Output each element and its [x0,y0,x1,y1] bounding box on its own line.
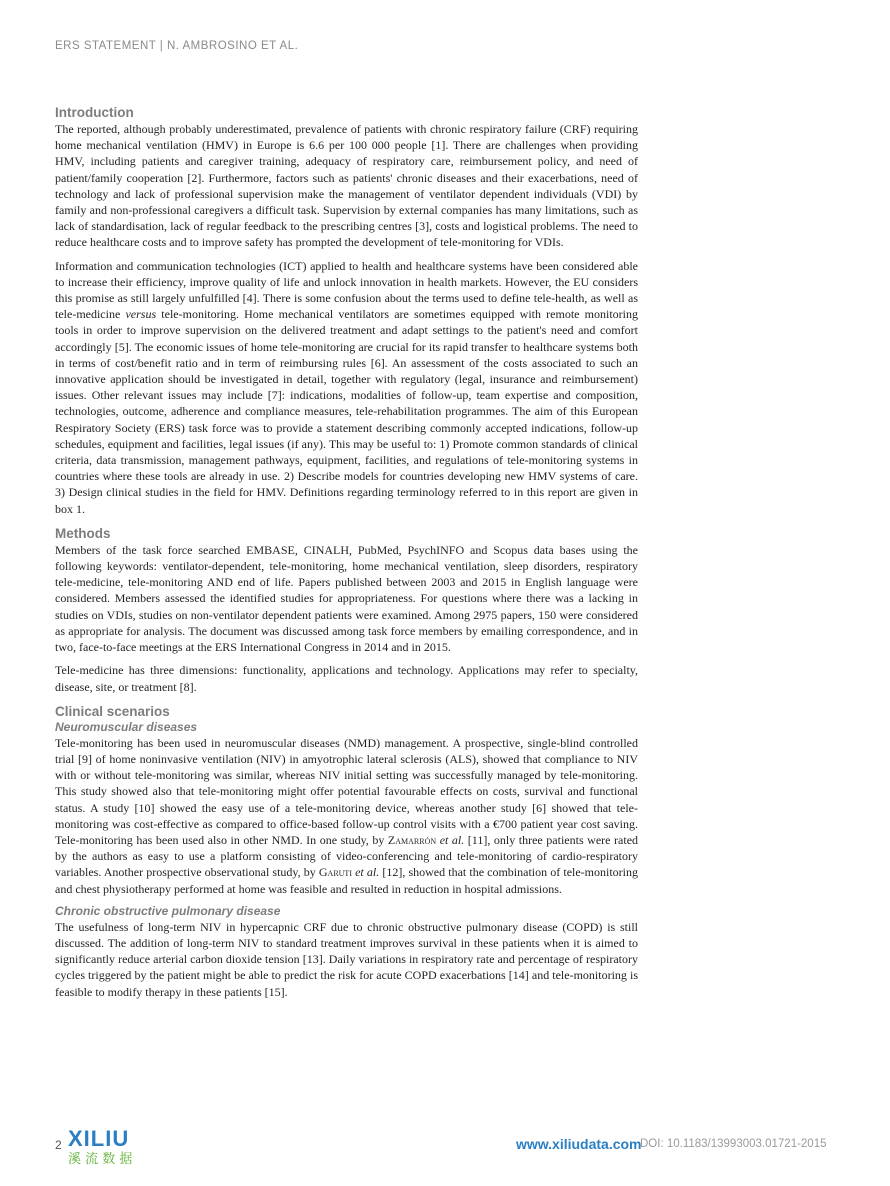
author-name: Zamarrón [387,832,437,847]
introduction-paragraph-2 [55,258,638,517]
methods-paragraph-2: Tele-medicine has three dimensions: functionality, applications and technology. Applications may refer to specialty, disease, site, or treatment [8]. [55,663,638,694]
page-number: 2 [55,1138,62,1152]
text-run: [12], showed that the combination of tele-monitoring and chest physiotherapy performed at home was feasible and resulted in reduction in hospital admissions. [55,865,639,896]
emphasis-versus: versus [125,307,157,322]
subsection-heading-neuromuscular: Neuromuscular diseases [55,719,198,734]
author-name: Garuti [318,865,352,880]
section-heading-methods: Methods [55,525,111,541]
et-al: et al. [355,865,380,880]
logo-chinese-text: 溪 流 数 据 [68,1152,133,1166]
article-body [55,104,638,1000]
running-head: ERS STATEMENT | N. AMBROSINO ET AL. [55,40,299,52]
text-run: tele-monitoring. Home mechanical ventilators are sometimes equipped with remote monitoring tools in order to improve supervision on the delivered treatment and adapt settings to the patient's need and comfort accordingly [5]. The economic issues of home tele-monitoring are crucial for its rapid transfer to healthcare systems both in terms of cost/benefit ratio and in term of reimbursing rules [6]. An assessment of the costs associated to such an innovative application should be investigated in detail, together with regulatory (legal, insurance and reimbursement) issues. Other relevant issues may include [7]: indications, modalities of follow-up, team expertise and composition, technologies, outcome, adherence and compliance measures, tele-rehabilitation programmes. The aim of this European Respiratory Society (ERS) task force was to provide a statement describing commonly accepted indications, follow-up schedules, equipment and facilities, legal issues (if any). This may be useful to: 1) Promote common standards of clinical criteria, data transmission, management pathways, equipment, facilities, and regulations of tele-monitoring systems in countries where these tools are already in use. 2) Describe models for countries developing new HMV systems of care. 3) Design clinical studies in the field for HMV. Definitions regarding terminology referred to in this report are given in box 1. [55,307,638,516]
introduction-paragraph-1: The reported, although probably underestimated, prevalence of patients with chronic respiratory failure (CRF) requiring home mechanical ventilation (HMV) in Europe is 6.6 per 100 000 people [1]. There are challenges when providing HMV, including patients and caregiver training, adequacy of respiratory care, reimbursement policy, and need of patient/family cooperation [2]. Furthermore, factors such as patients' chronic diseases and their exacerbations, need of technology and lack of professional supervision make the management of ventilator dependent individuals (VDI) by family and non-professional caregivers a difficult task. Supervision by external companies has many limitations, such as lack of standardisation, lack of regular feedback to the prescribing centres [3], costs and logistical problems. The need to reduce healthcare costs and to improve safety has prompted the development of tele-monitoring for VDIs. [55,122,638,250]
section-heading-clinical-scenarios: Clinical scenarios [55,703,170,719]
neuromuscular-paragraph [55,735,638,897]
footer-url-link[interactable]: www.xiliudata.com [516,1136,642,1152]
copd-paragraph: The usefulness of long-term NIV in hypercapnic CRF due to chronic obstructive pulmonary disease (COPD) is still discussed. The addition of long-term NIV to standard treatment improves survival in these patients when it is aimed to significantly reduce arterial carbon dioxide tension [13]. Daily variations in respiratory rate and percentage of respiratory cycles triggered by the patient might be able to predict the risk for acute COPD exacerbations [14] and tele-monitoring is feasible to modify therapy in these patients [15]. [55,919,638,999]
footer-doi: DOI: 10.1183/13993003.01721-2015 [640,1138,827,1150]
text-run: Tele-monitoring has been used in neuromuscular diseases (NMD) management. A prospective, single-blind controlled trial [9] of home noninvasive ventilation (NIV) in amyotrophic lateral sclerosis (ALS), showed that compliance to NIV with or without tele-monitoring was similar, whereas NIV initial setting was successfully managed by tele-monitoring. This study showed also that tele-monitoring might offer potential favourable effects on costs, survival and functional status. A study [10] showed the easy use of a tele-monitoring device, whereas another study [6] showed that tele-monitoring was cost-effective as compared to office-based follow-up control visits with a €700 patient year cost saving. Tele-monitoring has been used also in other NMD. In one study, by [55,735,638,847]
xiliu-logo [66,1126,156,1166]
et-al: et al. [439,832,465,847]
subsection-heading-copd: Chronic obstructive pulmonary disease [55,903,281,918]
text-run: [11], only three patients were rated by the authors as easy to use a platform consisting of video-conferencing and tele-monitoring of cardio-respiratory variables. Another prospective observational study, by [55,832,639,880]
logo-latin-text: XILIU [68,1126,130,1151]
text-run: Information and communication technologies (ICT) applied to health and healthcare systems have been considered able to increase their efficiency, improve quality of life and unlock innovation in health markets. However, the EU considers this promise as still largely unfulfilled [4]. There is some confusion about the terms used to define tele-health, as well as tele-medicine [55,258,638,322]
section-heading-introduction: Introduction [55,105,134,120]
methods-paragraph-1: Members of the task force searched EMBASE, CINALH, PubMed, PsychINFO and Scopus data bases using the following keywords: ventilator-dependent, tele-monitoring, home mechanical ventilation, sleep disorders, respiratory tele-medicine, tele-monitoring AND end of life. Papers published between 2003 and 2015 in English language were considered. Members assessed the identified studies for appropriateness. For questions where there was a lacking in studies on VDIs, studies on non-ventilator dependent patients were examined. Among 2975 papers, 150 were considered as appropriate for analysis. The document was discussed among task force members by emailing correspondence, and in two, face-to-face meetings at the ERS International Congress in 2014 and in 2015. [55,542,638,655]
